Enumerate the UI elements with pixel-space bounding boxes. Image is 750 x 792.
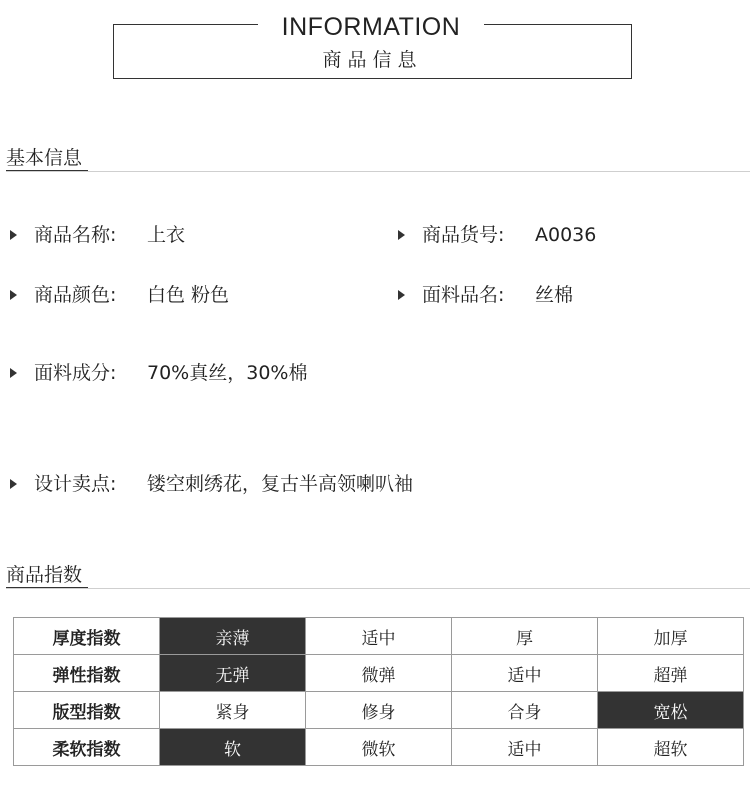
index-option-selected: 亲薄 <box>160 618 306 655</box>
info-label: 设计卖点: <box>34 473 117 495</box>
info-value: 白色 粉色 <box>147 284 230 306</box>
index-option: 紧身 <box>160 692 306 729</box>
index-option: 修身 <box>306 692 452 729</box>
info-value: 镂空刺绣花，复古半高领喇叭袖 <box>147 473 414 495</box>
index-row-name: 弹性指数 <box>14 655 160 692</box>
info-label: 面料成分: <box>34 362 117 384</box>
index-option: 合身 <box>452 692 598 729</box>
header-title-cn: 商品信息 <box>322 49 423 71</box>
index-option: 适中 <box>306 618 452 655</box>
info-value: 丝棉 <box>535 284 574 306</box>
index-option: 超软 <box>598 729 744 766</box>
info-value: A0036 <box>535 224 597 246</box>
basic-info-title: 基本信息 <box>6 147 83 169</box>
index-option: 微软 <box>306 729 452 766</box>
info-value: 上衣 <box>147 224 186 246</box>
info-value: 70%真丝，30%棉 <box>147 362 308 384</box>
bullet-triangle-icon <box>10 368 17 378</box>
index-option: 厚 <box>452 618 598 655</box>
index-table <box>13 617 744 766</box>
index-row-name: 版型指数 <box>14 692 160 729</box>
basic-info-divider <box>6 171 750 172</box>
bullet-triangle-icon <box>398 290 405 300</box>
info-label: 商品颜色: <box>34 284 117 306</box>
index-row-name: 柔软指数 <box>14 729 160 766</box>
index-row-name: 厚度指数 <box>14 618 160 655</box>
table-row <box>14 729 744 766</box>
index-table-body <box>14 618 744 766</box>
index-option: 适中 <box>452 655 598 692</box>
header-title-en: INFORMATION <box>258 10 484 44</box>
index-option: 超弹 <box>598 655 744 692</box>
index-title: 商品指数 <box>6 564 83 586</box>
bullet-triangle-icon <box>398 230 405 240</box>
table-row <box>14 692 744 729</box>
bullet-triangle-icon <box>10 479 17 489</box>
index-option: 微弹 <box>306 655 452 692</box>
table-row <box>14 655 744 692</box>
index-option: 加厚 <box>598 618 744 655</box>
info-label: 商品名称: <box>34 224 117 246</box>
info-label: 面料品名: <box>422 284 505 306</box>
index-option-selected: 无弹 <box>160 655 306 692</box>
index-option-selected: 软 <box>160 729 306 766</box>
index-option: 适中 <box>452 729 598 766</box>
bullet-triangle-icon <box>10 230 17 240</box>
info-label: 商品货号: <box>422 224 505 246</box>
bullet-triangle-icon <box>10 290 17 300</box>
index-option-selected: 宽松 <box>598 692 744 729</box>
index-divider <box>6 588 750 589</box>
table-row <box>14 618 744 655</box>
